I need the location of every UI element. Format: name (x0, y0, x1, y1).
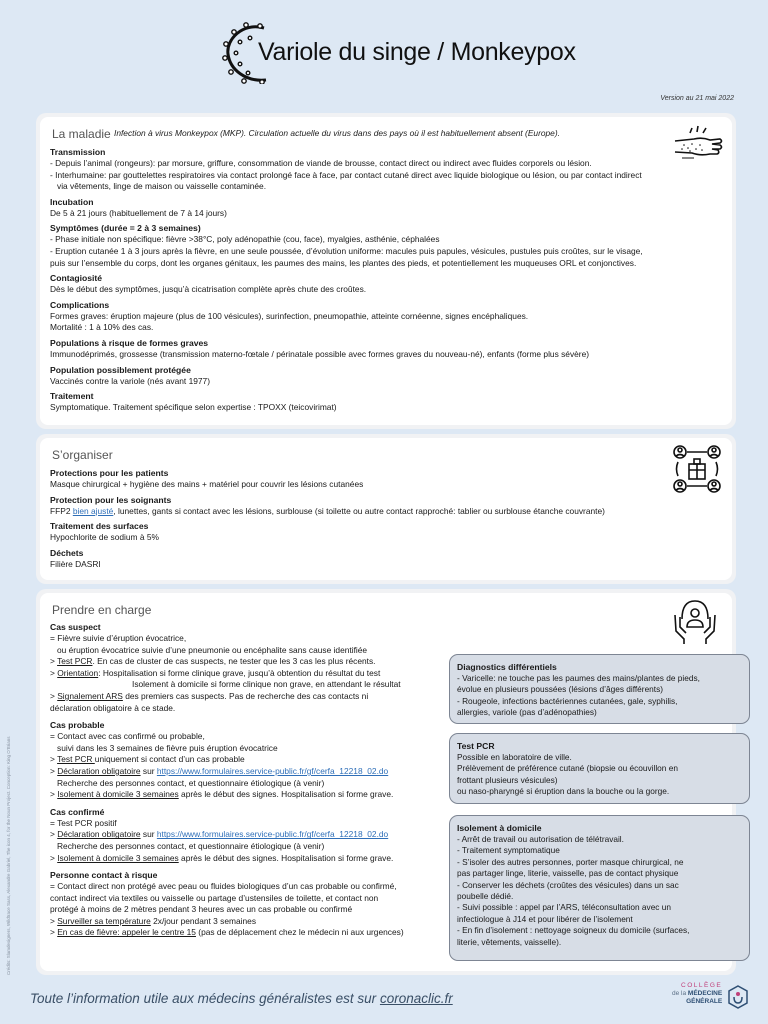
section-complications (50, 299, 730, 334)
text-line: poubelle dédié. (457, 891, 514, 902)
text-line (50, 829, 470, 841)
text-line: Mortalité : 1 à 10% des cas. (50, 322, 154, 333)
logo-line-college: COLLÈGE (681, 982, 723, 989)
credits-text: Crédits: Slamdesigners, Wildtrace Sass, Alexandre Gabriel, The icon 4, for the Noun Project. Conception: King O’Brians (6, 736, 11, 975)
prendre-content (50, 621, 470, 942)
heading-complications: Complications (50, 299, 110, 310)
arrow: > (50, 927, 58, 938)
box-isolement-domicile (449, 815, 750, 961)
heading-diagnostics: Diagnostics différentiels (457, 662, 557, 672)
heading-cas-suspect: Cas suspect (50, 622, 101, 632)
text-line: Filière DASRI (50, 558, 101, 569)
section-title-maladie: La maladie (52, 127, 111, 141)
text-fragment: (pas de déplacement chez le médecin ni aux urgences) (195, 927, 404, 938)
text-underlined: Isolement à domicile 3 semaines (57, 852, 179, 863)
text-line: ou éruption évocatrice suivie d’une pneumonie ou encéphalite sans cause identifiée (57, 644, 368, 655)
text-line: = Contact avec cas confirmé ou probable, (50, 731, 205, 742)
text-line: - Varicelle: ne touche pas les paumes des mains/plantes de pieds, (457, 673, 700, 683)
heading-incubation: Incubation (50, 196, 94, 207)
section-protection-patients (50, 467, 730, 491)
text-line: Recherche des personnes contact, et questionnaire étiologique (à venir) (57, 840, 325, 851)
text-line: ou naso-pharyngé si éruption dans la bouche ou la gorge. (457, 786, 670, 797)
text-underlined: En cas de fièvre: appeler le centre 15 (57, 927, 196, 938)
text-fragment: uniquement si contact d’un cas probable (94, 754, 245, 765)
section-transmission (50, 146, 730, 193)
section-populations-risque (50, 337, 730, 361)
section-contagiosite (50, 272, 730, 296)
text-fragment: FFP2 (50, 505, 73, 516)
text-underlined: Déclaration obligatoire (57, 765, 141, 776)
text-line: déclaration obligatoire à ce stade. (50, 702, 176, 713)
text-line: - En fin d’isolement : nettoyage soigneux du domicile (surfaces, (457, 925, 690, 936)
text-underlined: Signalement ARS (57, 690, 123, 701)
panel-organiser (36, 434, 736, 584)
version-label: Version au 21 mai 2022 (660, 95, 734, 102)
header (0, 0, 768, 95)
heading-contact-risque: Personne contact à risque (50, 870, 158, 881)
text-line (50, 789, 470, 801)
text-underlined: Isolement à domicile 3 semaines (57, 789, 179, 800)
heading-traitement: Traitement (50, 391, 94, 402)
text-line: Recherche des personnes contact, et questionnaire étiologique (à venir) (57, 777, 325, 788)
arrow: > (50, 765, 58, 776)
arrow: > (50, 852, 58, 863)
text-fragment: : Hospitalisation si forme clinique grave, jusqu’à obtention du résultat du test (98, 667, 381, 678)
text-line (50, 766, 470, 778)
cmg-logo-text (672, 982, 722, 1006)
heading-surfaces: Traitement des surfaces (50, 521, 149, 532)
text-line: via vêtements, linge de maison ou vaisselle contaminée. (57, 181, 267, 192)
text-line: infectiologue à J14 et pour libérer de l’isolement (457, 913, 633, 924)
text-line: = Contact direct non protégé avec peau ou fluides biologiques d’un cas probable ou confirmé, (50, 881, 397, 892)
arrow: > (50, 690, 58, 701)
cerfa-link[interactable]: https://www.formulaires.service-public.fr/gf/cerfa_12218_02.do (156, 765, 389, 776)
text-line: - Conserver les déchets (croûtes des vésicules) dans un sac (457, 879, 679, 890)
box-diagnostics-differentiels (449, 654, 750, 724)
maladie-content (50, 146, 730, 417)
text-line: pas partager linge, literie, vaisselle, pas de contact physique (457, 868, 679, 879)
arrow: > (50, 667, 58, 678)
text-line: = Test PCR positif (50, 817, 117, 828)
heading-cas-confirme: Cas confirmé (50, 806, 105, 817)
text-line: = Fièvre suivie d’éruption évocatrice, (50, 633, 187, 643)
text-underlined: Test PCR (57, 656, 93, 667)
heading-test-pcr: Test PCR (457, 741, 495, 751)
section-dechets (50, 547, 730, 571)
section-contact-risque (50, 869, 470, 939)
text-underlined: Déclaration obligatoire (57, 829, 141, 840)
heading-populations-risque: Populations à risque de formes graves (50, 337, 209, 348)
text-line: puis sur l’ensemble du corps, dont les organes génitaux, les paumes des mains, les plantes des pieds, et potentiellement les muqueuses ORL et conjonctives. (50, 257, 637, 268)
cerfa-link[interactable]: https://www.formulaires.service-public.fr/gf/cerfa_12218_02.do (156, 829, 389, 840)
text-line: Possible en laboratoire de ville. (457, 752, 572, 762)
text-line: Dès le début des symptômes, jusqu’à cicatrisation complète après chute des croûtes. (50, 284, 367, 295)
text-line: - Traitement symptomatique (457, 845, 560, 856)
text-line (50, 506, 730, 518)
page-title: Variole du singe / Monkeypox (258, 38, 576, 66)
hands-care-icon (672, 597, 718, 645)
text-line: suivi dans les 3 semaines de fièvre puis éruption évocatrice (57, 742, 278, 753)
section-incubation (50, 196, 730, 220)
text-line: - Suivi possible : appel par l’ARS, téléconsultation avec un (457, 902, 671, 913)
section-symptomes (50, 222, 730, 269)
text-line (50, 853, 470, 865)
text-fragment: des premiers cas suspects. Pas de recherche des cas contacts ni (122, 690, 369, 701)
section-title-prendre: Prendre en charge (52, 603, 152, 617)
section-title-organiser: S’organiser (52, 448, 113, 462)
text-line: - S’isoler des autres personnes, porter masque chirurgical, ne (457, 856, 684, 867)
section-cas-suspect (50, 621, 470, 714)
section-protection-soignants (50, 494, 730, 518)
footer-sentence: Toute l’information utile aux médecins généralistes est sur (30, 991, 380, 1006)
section-traitement (50, 390, 730, 414)
text-line: Symptomatique. Traitement spécifique selon expertise : TPOXX (teicovirimat) (50, 402, 337, 413)
text-line: - Interhumaine: par gouttelettes respiratoires via contact prolongé face à face, par contact cutané direct avec liquide biologique ou lésion, ou par contact indirect (50, 169, 642, 180)
arrow: > (50, 789, 58, 800)
arrow: > (50, 754, 58, 765)
text-underlined: Surveiller sa température (57, 915, 151, 926)
section-population-protegee (50, 364, 730, 388)
text-line: - Depuis l’animal (rongeurs): par morsure, griffure, consommation de viande de brousse, contact direct ou indirect avec fluides corporels ou lésion. (50, 158, 592, 168)
bien-ajuste-link[interactable]: bien ajusté (72, 505, 114, 516)
text-line: allergies, variole (pas d’adénopathies) (457, 707, 597, 718)
text-line: Hypochlorite de sodium à 5% (50, 532, 159, 543)
arrow: > (50, 656, 58, 667)
heading-isolement: Isolement à domicile (457, 823, 542, 833)
heading-protection-patients: Protections pour les patients (50, 468, 169, 478)
text-line: De 5 à 21 jours (habituellement de 7 à 14 jours) (50, 207, 227, 218)
logo-line-medecine: MÉDECINE (687, 990, 723, 997)
text-line: literie, vêtements, vaisselle). (457, 936, 562, 947)
text-fragment: après le début des signes. Hospitalisation si forme grave. (178, 789, 394, 800)
text-line: Isolement à domicile si forme clinique non grave, en attendant le résultat (132, 679, 401, 690)
organiser-content (50, 467, 730, 573)
heading-cas-probable: Cas probable (50, 720, 105, 731)
text-line: protégé à moins de 2 mètres pendant 3 heures avec un cas probable ou confirmé (50, 904, 353, 915)
text-line: contact indirect via textiles ou vaisselle ou partage d’ustensiles de toilette, et contact non (50, 892, 379, 903)
section-cas-confirme (50, 806, 470, 864)
text-line: Prélèvement de préférence cutané (biopsie ou écouvillon en (457, 763, 678, 774)
logo-line-generale: GÉNÉRALE (686, 998, 723, 1005)
logo-line-dela: de la (672, 990, 688, 997)
text-line: - Phase initiale non spécifique: fièvre >38°C, poly adénopathie (cou, face), myalgies, asthénie, céphalées (50, 234, 440, 245)
text-fragment: 2x/jour pendant 3 semaines (150, 915, 257, 926)
text-line: - Rougeole, infections bactériennes cutanées, gale, syphilis, (457, 695, 678, 706)
text-line: Immunodéprimés, grossesse (transmission materno-fœtale / périnatale possible avec formes graves du nouveau-né), enfants (forme plus sévère) (50, 348, 590, 359)
text-fragment: . En cas de cluster de cas suspects, ne tester que les 3 cas les plus récents. (92, 656, 376, 667)
heading-symptomes: Symptômes (durée = 2 à 3 semaines) (50, 223, 201, 234)
heading-contagiosite: Contagiosité (50, 273, 103, 284)
text-line: - Arrêt de travail ou autorisation de télétravail. (457, 834, 624, 844)
footer-text (30, 991, 453, 1006)
heading-protection-soignants: Protection pour les soignants (50, 494, 172, 505)
coronaclic-link[interactable]: coronaclic.fr (379, 991, 453, 1006)
text-line: Vaccinés contre la variole (nés avant 1977) (50, 375, 210, 386)
heading-population-protegee: Population possiblement protégée (50, 364, 191, 375)
text-fragment: sur (140, 829, 157, 840)
text-underlined: Orientation (57, 667, 99, 678)
text-line: - Eruption cutanée 1 à 3 jours après la fièvre, en une seule poussée, d’évolution uniforme: macules puis papules, vésicules, pustules puis croûtes, sur le visage, (50, 245, 643, 256)
text-underlined: Test PCR (57, 754, 95, 765)
section-surfaces (50, 520, 730, 544)
text-fragment: , lunettes, gants si contact avec les lésions, surblouse (si toilette ou autre contact rapproché: tablier ou surblouse étanche couvrante) (113, 505, 605, 516)
maladie-intro: Infection à virus Monkeypox (MKP). Circulation actuelle du virus dans des pays où il est habituellement absent (Europe). (114, 128, 560, 138)
text-line (50, 927, 470, 939)
arrow: > (50, 915, 58, 926)
arrow: > (50, 829, 58, 840)
text-line (50, 754, 470, 766)
cmg-hexagon-icon (728, 985, 748, 1009)
text-line (50, 691, 470, 703)
box-test-pcr (449, 733, 750, 804)
text-line: frottant plusieurs vésicules) (457, 774, 558, 785)
panel-maladie (36, 113, 736, 429)
heading-dechets: Déchets (50, 547, 84, 558)
text-line (50, 656, 470, 668)
section-cas-probable (50, 719, 470, 801)
heading-transmission: Transmission (50, 147, 106, 157)
text-line (50, 668, 470, 680)
text-fragment: après le début des signes. Hospitalisation si forme grave. (178, 852, 394, 863)
text-line: évolue en plusieurs poussées (lésions d’âges différents) (457, 684, 664, 695)
text-line: Formes graves: éruption majeure (plus de 100 vésicules), surinfection, pneumopathie, atteinte cornéenne, signes encéphaliques. (50, 310, 529, 321)
text-line: Masque chirurgical + hygiène des mains + matériel pour couvrir les lésions cutanées (50, 479, 364, 489)
text-fragment: sur (140, 765, 157, 776)
text-line (50, 916, 470, 928)
